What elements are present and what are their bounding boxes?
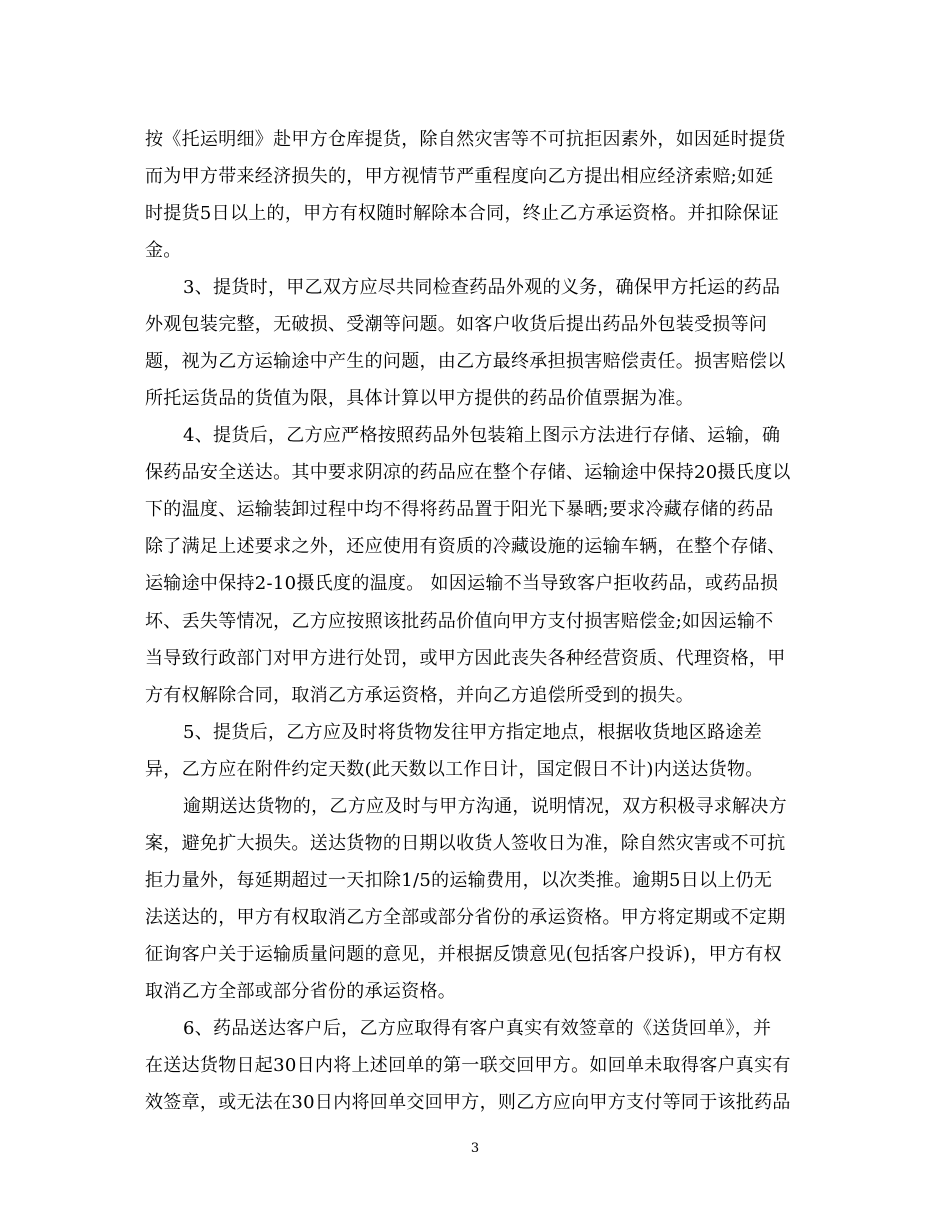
text-line: 题，视为乙方运输途中产生的问题，由乙方最终承担损害赔偿责任。损害赔偿以 <box>145 351 786 372</box>
text-line: 坏、丢失等情况，乙方应按照该批药品价值向甲方支付损害赔偿金;如因运输不 <box>145 611 774 632</box>
text-line: 方有权解除合同，取消乙方承运资格，并向乙方追偿所受到的损失。 <box>145 685 694 706</box>
text-line: 4、提货后，乙方应严格按照药品外包装箱上图示方法进行存储、运输，确 <box>183 425 781 446</box>
text-line: 征询客户关于运输质量问题的意见，并根据反馈意见(包括客户投诉)，甲方有权 <box>145 944 782 965</box>
text-line: 6、药品送达客户后，乙方应取得有客户真实有效签章的《送货回单》，并 <box>183 1018 772 1039</box>
text-line: 拒力量外，每延期超过一天扣除1/5的运输费用，以次类推。逾期5日以上仍无 <box>145 870 773 891</box>
text-line: 外观包装完整，无破损、受潮等问题。如客户收货后提出药品外包装受损等问 <box>145 314 768 335</box>
text-line: 保药品安全送达。其中要求阴凉的药品应在整个存储、运输途中保持20摄氏度以 <box>145 462 791 483</box>
text-line: 5、提货后，乙方应及时将货物发往甲方指定地点，根据收货地区路途差 <box>183 722 763 743</box>
text-line: 在送达货物日起30日内将上述回单的第一联交回甲方。如回单未取得客户真实有 <box>145 1055 791 1076</box>
text-line: 而为甲方带来经济损失的，甲方视情节严重程度向乙方提出相应经济索赔;如延 <box>145 166 774 187</box>
text-line: 当导致行政部门对甲方进行处罚，或甲方因此丧失各种经营资质、代理资格，甲 <box>145 648 786 669</box>
text-line: 所托运货品的货值为限，具体计算以甲方提供的药品价值票据为准。 <box>145 388 694 409</box>
text-line: 除了满足上述要求之外，还应使用有资质的冷藏设施的运输车辆，在整个存储、 <box>145 536 786 557</box>
text-line: 取消乙方全部或部分省份的承运资格。 <box>145 981 457 1002</box>
text-line: 金。 <box>145 240 182 261</box>
text-line: 异，乙方应在附件约定天数(此天数以工作日计，国定假日不计)内送达货物。 <box>145 759 764 780</box>
text-line: 按《托运明细》赴甲方仓库提货，除自然灾害等不可抗拒因素外，如因延时提货 <box>145 129 786 150</box>
text-line: 3、提货时，甲乙双方应尽共同检查药品外观的义务，确保甲方托运的药品 <box>183 277 781 298</box>
text-line: 下的温度、运输装卸过程中均不得将药品置于阳光下暴晒;要求冷藏存储的药品 <box>145 499 774 520</box>
text-line: 时提货5日以上的，甲方有权随时解除本合同，终止乙方承运资格。并扣除保证 <box>145 203 779 224</box>
page-number: 3 <box>470 1141 480 1156</box>
text-line: 逾期送达货物的，乙方应及时与甲方沟通，说明情况，双方积极寻求解决方 <box>183 796 787 817</box>
text-line: 运输途中保持2-10摄氏度的温度。 如因运输不当导致客户拒收药品，或药品损 <box>145 573 779 594</box>
text-line: 效签章，或无法在30日内将回单交回甲方，则乙方应向甲方支付等同于该批药品 <box>145 1092 791 1113</box>
text-line: 案，避免扩大损失。送达货物的日期以收货人签收日为准，除自然灾害或不可抗 <box>145 833 786 854</box>
text-line: 法送达的，甲方有权取消乙方全部或部分省份的承运资格。甲方将定期或不定期 <box>145 907 786 928</box>
